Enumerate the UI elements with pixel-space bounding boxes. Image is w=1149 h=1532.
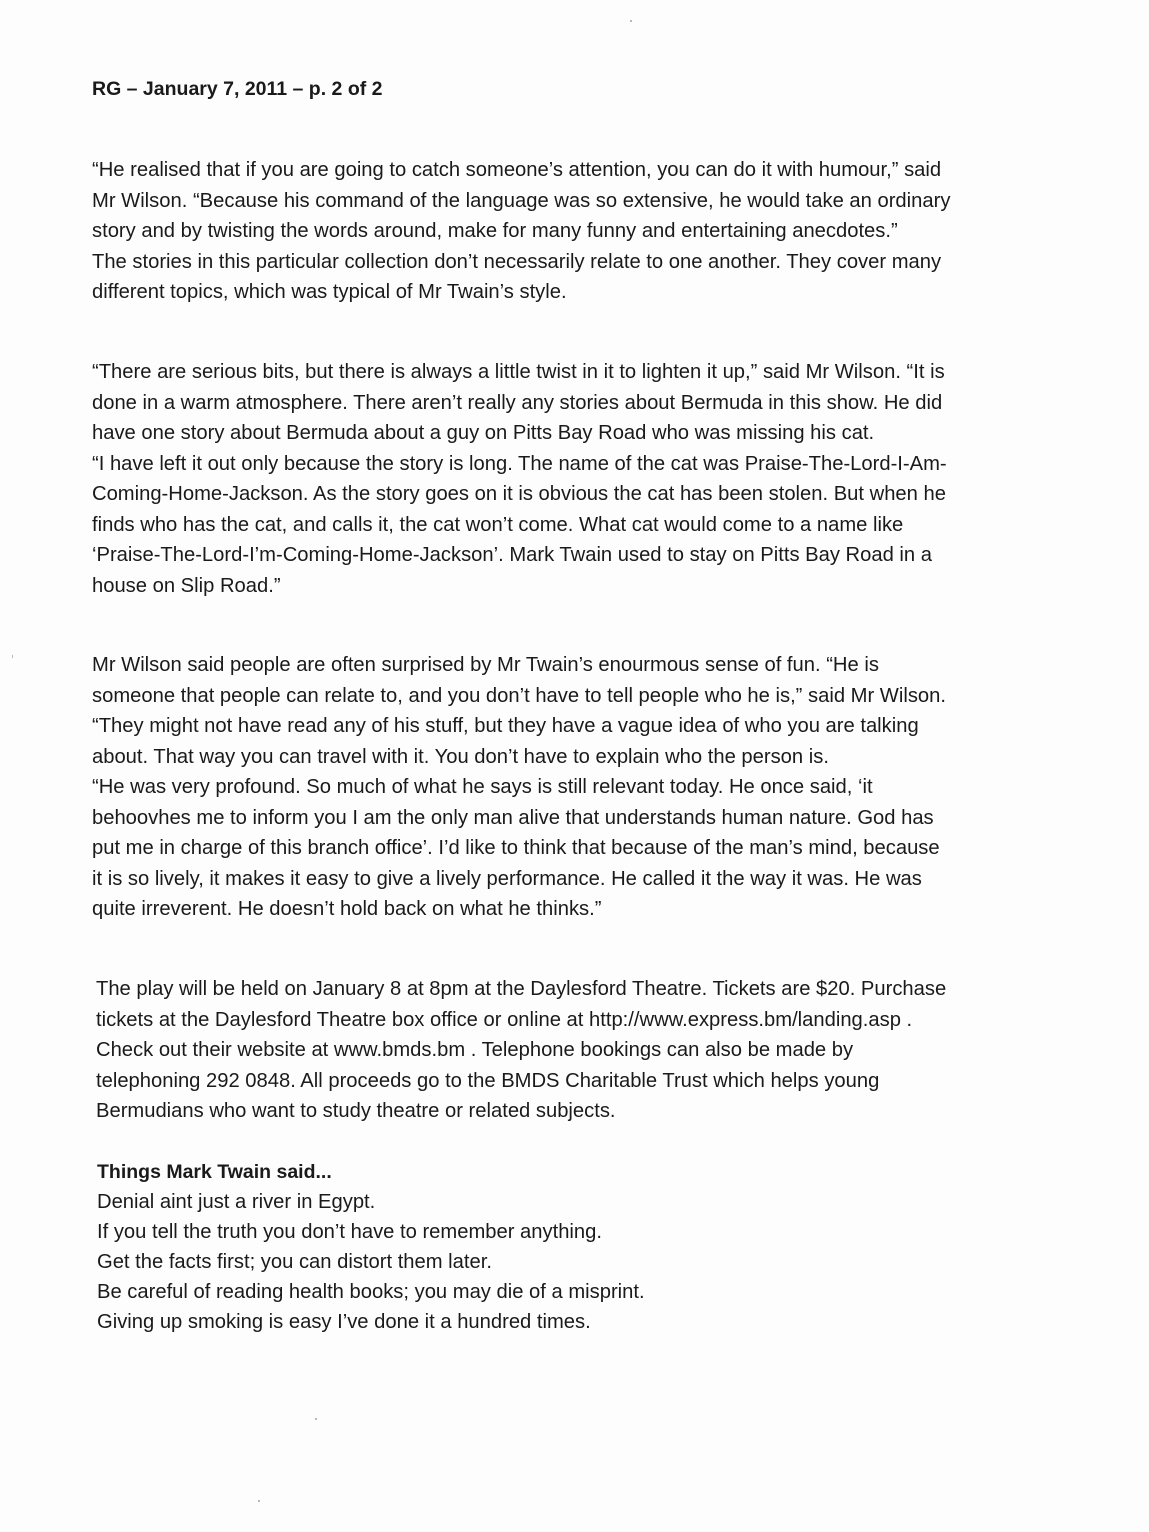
paragraph-line: Check out their website at www.bmds.bm . Telephone bookings can also be made by — [96, 1039, 854, 1061]
paragraph-1 — [92, 155, 1082, 308]
quote-item: If you tell the truth you don’t have to remember anything. — [97, 1221, 602, 1243]
quote-item: Be careful of reading health books; you may die of a misprint. — [97, 1281, 645, 1303]
paragraph-line: done in a warm atmosphere. There aren’t really any stories about Bermuda in this show. He did — [92, 391, 943, 414]
paragraph-line: Coming-Home-Jackson. As the story goes on it is obvious the cat has been stolen. But when he — [92, 483, 946, 505]
quote-item: Get the facts first; you can distort them later. — [97, 1251, 492, 1273]
paragraph-line: about. That way you can travel with it. You don’t have to explain who the person is. — [92, 745, 829, 768]
paragraph-line: finds who has the cat, and calls it, the cat won’t come. What cat would come to a name like — [92, 513, 904, 536]
paragraph-line: “They might not have read any of his stuff, but they have a vague idea of who you are talking — [92, 715, 919, 737]
paragraph-line: “I have left it out only because the story is long. The name of the cat was Praise-The-Lord-I-Am- — [92, 452, 947, 475]
paragraph-line: someone that people can relate to, and you don’t have to tell people who he is,” said Mr Wilson. — [92, 684, 946, 707]
scan-speck — [12, 655, 13, 658]
paragraph-line: ‘Praise-The-Lord-I’m-Coming-Home-Jackson’. Mark Twain used to stay on Pitts Bay Road in a — [92, 544, 932, 566]
paragraph-3 — [92, 650, 1082, 925]
paragraph-line: have one story about Bermuda about a guy on Pitts Bay Road who was missing his cat. — [92, 422, 875, 444]
paragraph-line: Bermudians who want to study theatre or related subjects. — [96, 1100, 616, 1122]
paragraph-line: “He was very profound. So much of what he says is still relevant today. He once said, ‘it — [92, 776, 873, 798]
paragraph-line: it is so lively, it makes it easy to give a lively performance. He called it the way it was. He was — [92, 867, 922, 890]
paragraph-line: Mr Wilson said people are often surprised by Mr Twain’s enourmous sense of fun. “He is — [92, 654, 879, 676]
scan-speck — [630, 20, 632, 22]
quotes-title: Things Mark Twain said... — [97, 1161, 332, 1183]
paragraph-line: behoovhes me to inform you I am the only man alive that understands human nature. God has — [92, 806, 934, 829]
scan-speck — [315, 1418, 317, 1420]
paragraph-line: house on Slip Road.” — [92, 574, 281, 597]
paragraph-2 — [92, 357, 1082, 601]
paragraph-line: put me in charge of this branch office’. I’d like to think that because of the man’s mind, because — [92, 837, 940, 859]
paragraph-line: “There are serious bits, but there is always a little twist in it to lighten it up,” said Mr Wilson. “It is — [92, 361, 945, 383]
paragraph-line: Mr Wilson. “Because his command of the language was so extensive, he would take an ordinary — [92, 189, 951, 212]
paragraph-4 — [96, 974, 1086, 1127]
paragraph-line: The stories in this particular collection don’t necessarily relate to one another. They cover many — [92, 250, 942, 273]
paragraph-line: telephoning 292 0848. All proceeds go to the BMDS Charitable Trust which helps young — [96, 1069, 880, 1092]
paragraph-line: tickets at the Daylesford Theatre box office or online at http://www.express.bm/landing.asp . — [96, 1008, 913, 1031]
quote-item: Denial aint just a river in Egypt. — [97, 1191, 376, 1213]
paragraph-line: story and by twisting the words around, make for many funny and entertaining anecdotes.” — [92, 220, 898, 242]
quote-item: Giving up smoking is easy I’ve done it a hundred times. — [97, 1311, 591, 1333]
paragraph-line: quite irreverent. He doesn’t hold back on what he thinks.” — [92, 898, 602, 920]
paragraph-line: The play will be held on January 8 at 8pm at the Daylesford Theatre. Tickets are $20. Purchase — [96, 978, 947, 1000]
paragraph-line: different topics, which was typical of Mr Twain’s style. — [92, 281, 567, 303]
paragraph-line: “He realised that if you are going to catch someone’s attention, you can do it with humour,” said — [92, 159, 942, 181]
quotes-section — [97, 1157, 645, 1337]
scan-speck — [258, 1500, 260, 1502]
page-header: RG – January 7, 2011 – p. 2 of 2 — [92, 78, 383, 100]
